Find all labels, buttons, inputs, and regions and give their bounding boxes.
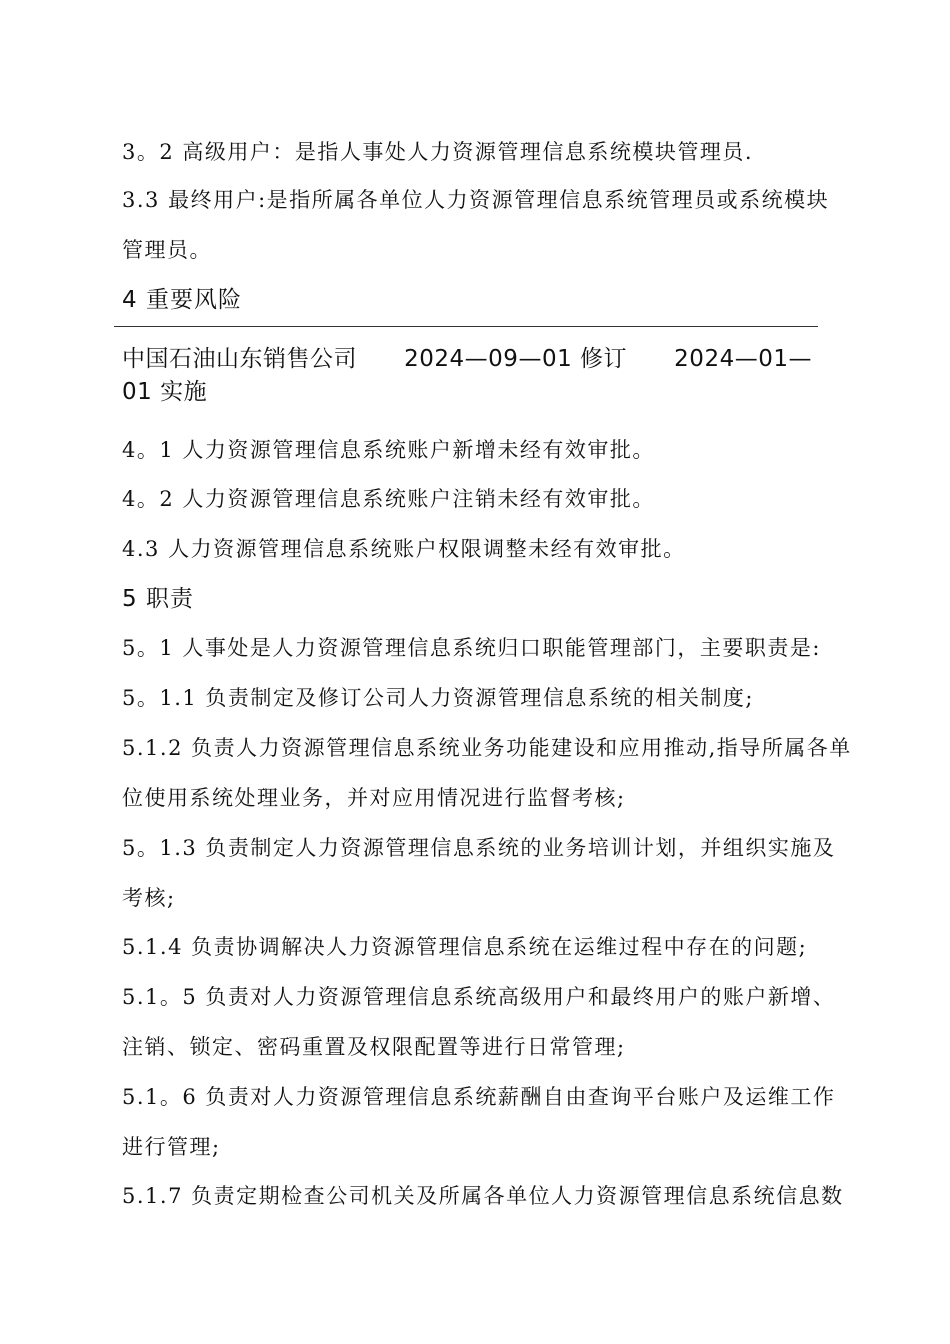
paragraph-line: 位使用系统处理业务，并对应用情况进行监督考核;: [122, 786, 626, 810]
company-name: 中国石油山东销售公司: [122, 346, 357, 372]
list-item: 4.3 人力资源管理信息系统账户权限调整未经有效审批。: [122, 537, 686, 561]
paragraph-line: 5.1。5 负责对人力资源管理信息系统高级用户和最终用户的账户新增、: [122, 985, 836, 1009]
paragraph-line: 5.1.4 负责协调解决人力资源管理信息系统在运维过程中存在的问题;: [122, 935, 808, 959]
paragraph-line: 注销、锁定、密码重置及权限配置等进行日常管理;: [122, 1035, 626, 1059]
running-header: [122, 340, 812, 373]
revision-date: 2024—09—01 修订: [404, 346, 628, 372]
paragraph-line: 5。1.3 负责制定人力资源管理信息系统的业务培训计划，并组织实施及: [122, 836, 836, 860]
implementation-date-cont: 01 实施: [122, 379, 208, 405]
implementation-date: 2024—01—: [674, 346, 812, 372]
paragraph-line: 5.1.2 负责人力资源管理信息系统业务功能建设和应用推动,指导所属各单: [122, 736, 852, 760]
section-heading-4: 4 重要风险: [122, 287, 242, 313]
paragraph-line: 5。1 人事处是人力资源管理信息系统归口职能管理部门，主要职责是:: [122, 636, 821, 660]
header-divider: [114, 326, 818, 327]
paragraph-line: 进行管理;: [122, 1135, 221, 1159]
paragraph-line: 考核;: [122, 886, 176, 910]
paragraph-line: 3.3 最终用户:是指所属各单位人力资源管理信息系统管理员或系统模块: [122, 188, 830, 212]
list-item: 4。1 人力资源管理信息系统账户新增未经有效审批。: [122, 438, 655, 462]
paragraph-line: 5。1.1 负责制定及修订公司人力资源管理信息系统的相关制度;: [122, 686, 755, 710]
list-item: 4。2 人力资源管理信息系统账户注销未经有效审批。: [122, 487, 655, 511]
paragraph-line: 5.1.7 负责定期检查公司机关及所属各单位人力资源管理信息系统信息数: [122, 1184, 844, 1208]
paragraph-line: 管理员。: [122, 238, 212, 262]
paragraph-line: 3。2 高级用户：是指人事处人力资源管理信息系统模块管理员.: [122, 140, 754, 164]
paragraph-line: 5.1。6 负责对人力资源管理信息系统薪酬自由查询平台账户及运维工作: [122, 1085, 836, 1109]
section-heading-5: 5 职责: [122, 586, 194, 612]
